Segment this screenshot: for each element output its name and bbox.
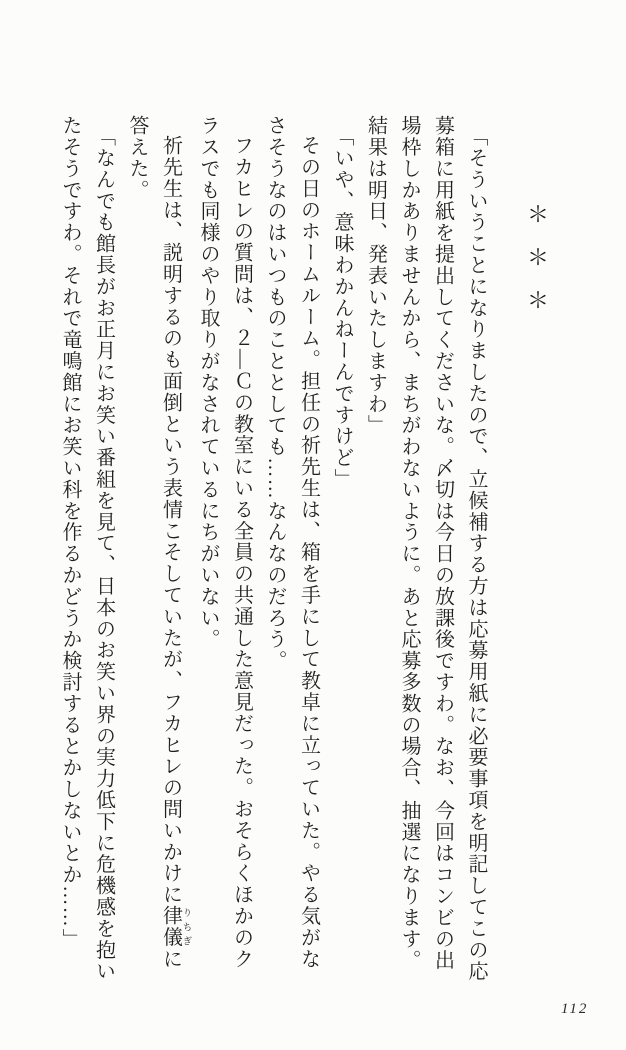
paragraph-narration-question: フカヒレの質問は、２―Ｃの教室にいる全員の共通した意見だった。おそらくほかのクラスでも同様のやり取りがなされているにちがいない。 (197, 115, 253, 970)
paragraph-dialogue-explanation: 「なんでも館長がお正月にお笑い番組を見て、日本のお笑い界の実力低下に危機感を抱いたそうですわ。それで竜鳴館にお笑い科を作るかどうか検討するとかしないとか……」 (59, 115, 115, 982)
asterisk-glyph: ＊ (526, 202, 549, 227)
paragraph-narration-ruby (120, 115, 191, 983)
page-number: 112 (561, 1001, 589, 1017)
paragraph-dialogue-retort: 「いや、意味わかんねーんですけど」 (331, 126, 353, 490)
paragraph-narration-homeroom: その日のホームルーム。担任の祈先生は、箱を手にして教卓に立っていた。やる気がなさそうなのはいつものこととしても……なんなのだろう。 (264, 115, 320, 970)
asterisk-glyph: ＊ (526, 245, 549, 270)
asterisk-glyph: ＊ (526, 288, 549, 313)
ruby-word (159, 905, 191, 949)
paragraph-dialogue-announcement: 「そういうことになりましたので、立候補する方は応募用紙に必要事項を明記してこの応募箱に用紙を提出してくださいな。〆切は今日の放課後ですわ。なお、今回はコンビの出場枠しかありませんから、まちがわないように。あと応募多数の場合、抽選になります。結果は明日、発表いたしますわ」 (364, 115, 487, 982)
ruby-base: 律儀 (159, 905, 182, 949)
ruby-annotation: りちぎ (180, 905, 191, 949)
scene-break (524, 204, 552, 312)
ruby-post-text: に答えた。 (126, 115, 182, 970)
body-text (53, 115, 493, 983)
ruby-pre-text: 祈先生は、説明するのも面倒という表情こそしていたが、フカヒレの問いかけに (159, 135, 182, 906)
